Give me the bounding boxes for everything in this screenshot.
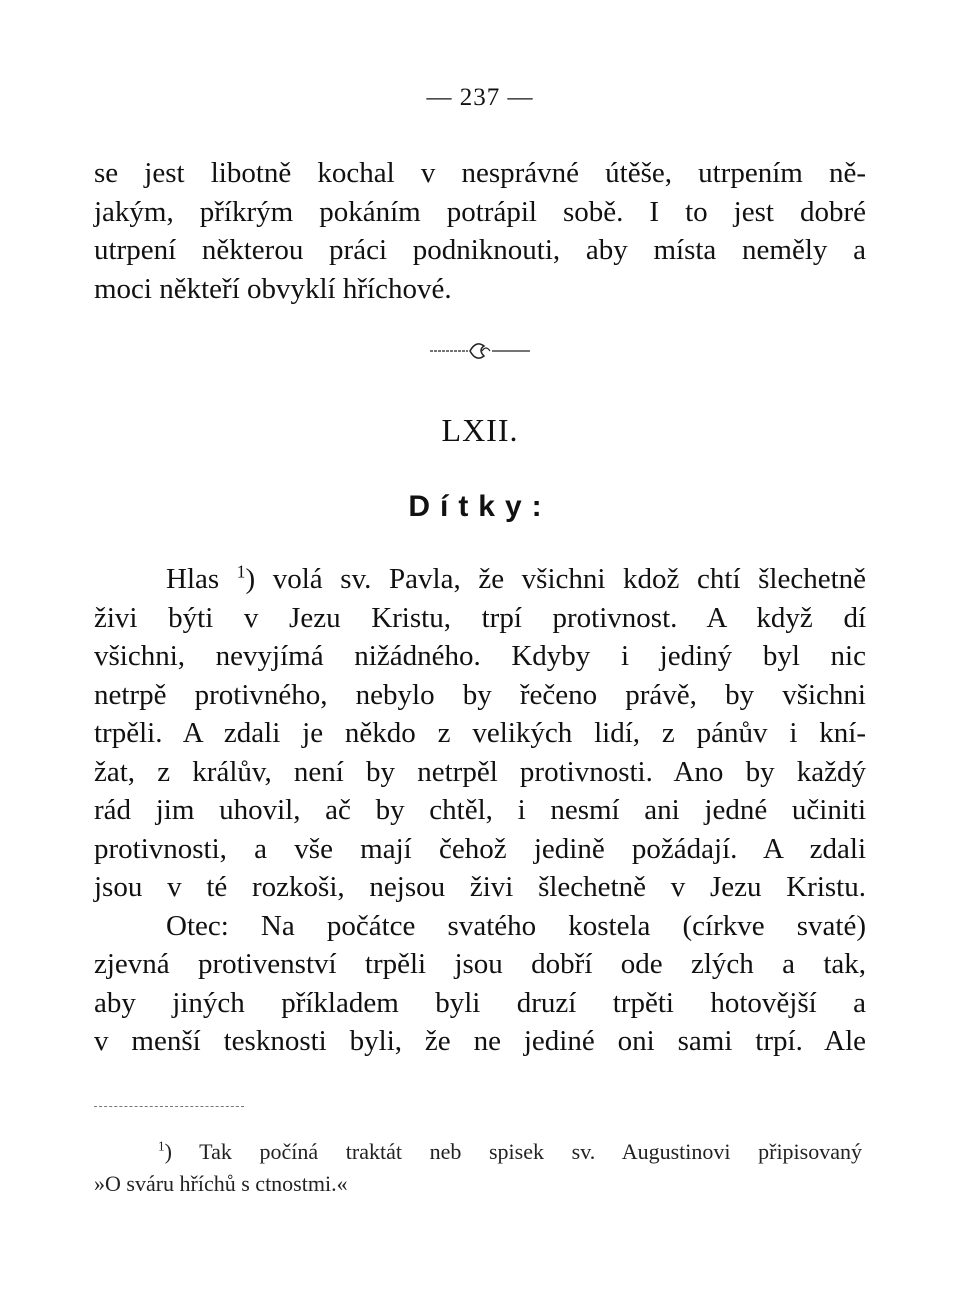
text-line: jakým, příkrým pokáním potrápil sobě. I to jest dobré xyxy=(94,195,866,228)
text-line: jsou v té rozkoši, nejsou živi šlechetně v Jezu Kristu. xyxy=(94,871,866,903)
section-divider-ornament xyxy=(430,336,530,366)
footnote-line xyxy=(94,1136,862,1168)
text-line xyxy=(94,560,866,599)
text-line: utrpení některou práci podniknouti, aby místa neměly a xyxy=(94,234,866,266)
text-line: všichni, nevyjímá nižádného. Kdyby i jediný byl nic xyxy=(94,640,866,672)
text-line: se jest libotně kochal v nesprávné útěše, utrpením ně- xyxy=(94,157,866,189)
main-paragraph xyxy=(94,560,866,1061)
text-line: živi býti v Jezu Kristu, trpí protivnost. A když dí xyxy=(94,601,866,634)
text-line: trpěli. A zdali je někdo z velikých lidí, z pánův i kní- xyxy=(94,717,866,749)
page-number: — 237 — xyxy=(426,84,534,111)
intro-paragraph xyxy=(94,154,866,308)
text-fragment: Hlas xyxy=(166,563,220,595)
text-fragment: ) volá sv. Pavla, že všichni kdož chtí šlechetně xyxy=(245,563,866,595)
text-line: v menší tesknosti byli, že ne jediné oni sami trpí. Ale xyxy=(94,1025,866,1057)
text-line: rád jim uhovil, ač by chtěl, i nesmí ani jedné učiniti xyxy=(94,794,866,826)
text-line: netrpě protivného, nebylo by řečeno právě, by všichni xyxy=(94,678,866,711)
footnote-reference: 1 xyxy=(236,561,246,582)
footnote-text: ) Tak počíná traktát neb spisek sv. Augustinovi připisovaný xyxy=(164,1139,862,1164)
text-line: žat, z králův, není by netrpěl protivnosti. Ano by každý xyxy=(94,755,866,788)
text-line: aby jiných příkladem byli druzí trpěti hotovější a xyxy=(94,986,866,1019)
chapter-number: LXII. xyxy=(441,412,519,448)
footnotes xyxy=(94,1136,862,1200)
footnote-marker: 1 xyxy=(158,1138,165,1154)
text-line: Otec: Na počátce svatého kostela (církve svaté) xyxy=(166,909,866,942)
text-line: protivnosti, a vše mají čehož jedině požádají. A zdali xyxy=(94,832,866,865)
text-line: zjevná protivenství trpěli jsou dobří ode zlých a tak, xyxy=(94,948,866,980)
text-line: moci někteří obvyklí hříchové. xyxy=(94,272,452,305)
footnote-line: »O sváru hříchů s ctnostmi.« xyxy=(94,1171,348,1196)
section-heading: Dítky: xyxy=(408,490,552,523)
footnote-separator xyxy=(94,1106,244,1107)
